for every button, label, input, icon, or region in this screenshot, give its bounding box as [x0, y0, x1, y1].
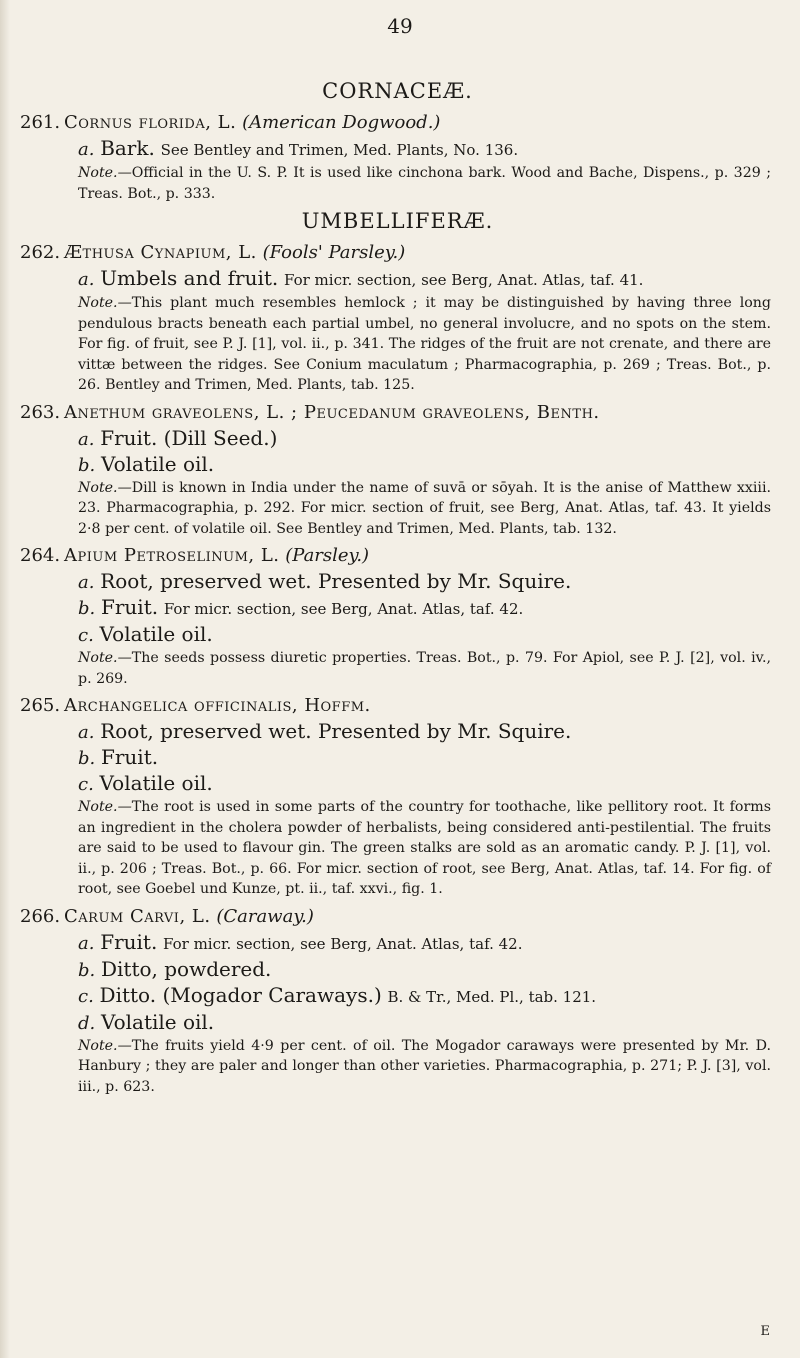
entry-name: Carum Carvi, L. — [64, 905, 211, 927]
entry-common-name: (American Dogwood.) — [242, 112, 441, 133]
entry-heading — [20, 693, 775, 719]
item-reference: See Bentley and Trimen, Med. Plants, No. 136. — [160, 141, 519, 159]
page-spine-shadow — [0, 0, 10, 1358]
entry-name: Archangelica officinalis, Hoffm. — [64, 695, 371, 716]
item-text: Volatile oil. — [100, 1009, 215, 1034]
entry-common-name: (Parsley.) — [285, 545, 370, 566]
section-title: CORNACEÆ. — [322, 79, 473, 103]
entry-number: 263. — [20, 401, 61, 423]
entry-266 — [20, 904, 775, 1098]
item-label: b. — [78, 959, 96, 981]
entry-item — [20, 595, 775, 622]
note-label: Note.— — [78, 1037, 132, 1054]
item-label: a. — [78, 269, 95, 290]
entry-263 — [20, 400, 775, 540]
entry-item — [20, 719, 775, 745]
entry-264 — [20, 543, 775, 689]
item-label: a. — [78, 722, 95, 743]
entry-note — [20, 1036, 775, 1098]
section-title: UMBELLIFERÆ. — [301, 209, 494, 233]
item-text: Ditto, powdered. — [100, 956, 272, 981]
entry-number: 262. — [20, 242, 61, 263]
entry-262 — [20, 240, 775, 396]
entry-heading — [20, 400, 775, 426]
entry-item — [20, 983, 775, 1010]
item-text: Ditto. (Mogador Caraways.) — [99, 982, 382, 1007]
entry-item — [20, 771, 775, 797]
item-text: Fruit. (Dill Seed.) — [100, 425, 278, 450]
item-label: a. — [78, 572, 95, 593]
entry-note — [20, 648, 775, 689]
note-text: The seeds possess diuretic properties. Treas. Bot., p. 79. For Apiol, see P. J. [2], vol. iv., p. 269. — [78, 650, 771, 687]
item-reference: For micr. section, see Berg, Anat. Atlas, taf. 42. — [163, 934, 523, 953]
item-text: Volatile oil. — [99, 771, 213, 795]
entry-note — [20, 478, 775, 540]
note-label: Note.— — [78, 165, 132, 181]
item-label: a. — [78, 428, 95, 450]
item-label: b. — [78, 748, 96, 769]
page-content — [20, 78, 775, 1101]
entry-number: 265. — [20, 695, 61, 716]
entry-item — [20, 957, 775, 983]
entry-note — [20, 293, 775, 396]
item-label: b. — [78, 454, 96, 476]
item-label: a. — [78, 139, 95, 160]
entry-number: 261. — [20, 112, 61, 133]
entry-heading — [20, 904, 775, 930]
item-text: Root, preserved wet. Presented by Mr. Squire. — [100, 719, 572, 743]
entry-item — [20, 452, 775, 478]
entry-item — [20, 426, 775, 452]
entry-number: 264. — [20, 545, 61, 566]
entry-item — [20, 745, 775, 771]
item-text: Fruit. — [100, 929, 158, 954]
entry-name: Apium Petroselinum, L. — [64, 545, 280, 566]
note-text: The fruits yield 4·9 per cent. of oil. The Mogador caraways were presented by Mr. D. Hanbury ; they are paler and longer than other varieties. Pharmacographia, p. 271; P. J. [3], vol. iii., p. 623. — [78, 1037, 771, 1095]
note-text: This plant much resembles hemlock ; it may be distinguished by having three long pendulous bracts beneath each partial umbel, no general involucre, and no spots on the stem. For fig. of fruit, see P. J. [1], vol. ii., p. 341. The ridges of the fruit are not crenate, and there are vittæ between the ridges. See Conium maculatum ; Pharmacographia, p. 269 ; Treas. Bot., p. 26. Bentley and Trimen, Med. Plants, tab. 125. — [78, 295, 771, 393]
entry-item — [20, 266, 775, 293]
entry-261 — [20, 110, 775, 204]
item-label: c. — [78, 774, 94, 795]
item-reference: B. & Tr., Med. Pl., tab. 121. — [387, 987, 597, 1006]
entry-item — [20, 622, 775, 648]
entry-name: Æthusa Cynapium, L. — [64, 242, 257, 263]
item-text: Root, preserved wet. Presented by Mr. Squire. — [100, 569, 572, 593]
item-label: b. — [78, 598, 96, 619]
entry-heading — [20, 543, 775, 569]
note-label: Note.— — [78, 295, 132, 311]
item-text: Fruit. — [100, 595, 159, 619]
entry-item — [20, 136, 775, 163]
entry-note — [20, 797, 775, 900]
item-label: d. — [78, 1012, 96, 1034]
item-text: Volatile oil. — [99, 622, 213, 646]
entry-heading — [20, 110, 775, 136]
note-label: Note.— — [78, 479, 132, 496]
signature-mark: E — [760, 1324, 770, 1339]
entry-item — [20, 569, 775, 595]
item-reference: For micr. section, see Berg, Anat. Atlas, taf. 42. — [163, 600, 524, 618]
entry-name: Cornus florida, L. — [64, 112, 237, 133]
note-text: Official in the U. S. P. It is used like cinchona bark. Wood and Bache, Dispens., p. 329 ; Treas. Bot., p. 333. — [78, 165, 771, 202]
item-text: Fruit. — [100, 745, 159, 769]
item-reference: For micr. section, see Berg, Anat. Atlas, taf. 41. — [284, 271, 644, 289]
item-text: Volatile oil. — [100, 451, 215, 476]
item-label: a. — [78, 932, 95, 954]
entry-265 — [20, 693, 775, 900]
item-label: c. — [78, 985, 94, 1007]
entry-name: Anethum graveolens, L. ; Peucedanum graveolens, Benth. — [64, 401, 600, 423]
entry-item — [20, 1010, 775, 1036]
entry-heading — [20, 240, 775, 266]
item-label: c. — [78, 625, 94, 646]
page-number: 49 — [387, 14, 413, 38]
entry-common-name: (Fools' Parsley.) — [262, 242, 406, 263]
item-text: Bark. — [100, 136, 155, 160]
item-text: Umbels and fruit. — [100, 266, 279, 290]
note-label: Note.— — [78, 650, 132, 666]
entry-common-name: (Caraway.) — [216, 905, 314, 927]
entry-number: 266. — [20, 905, 61, 927]
note-text: The root is used in some parts of the country for toothache, like pellitory root. It forms an ingredient in the cholera powder of herbalists, being considered anti-pestilential. The fruits are said to be used to flavour gin. The green stalks are sold as an aromatic candy. P. J. [1], vol. ii., p. 206 ; Treas. Bot., p. 66. For micr. section of root, see Berg, Anat. Atlas, taf. 14. For fig. of root, see Goebel und Kunze, pt. ii., taf. xxvi., fig. 1. — [78, 799, 771, 897]
entry-note — [20, 163, 775, 204]
note-label: Note.— — [78, 799, 132, 815]
note-text: Dill is known in India under the name of suvā or sōyah. It is the anise of Matthew xxiii. 23. Pharmacographia, p. 292. For micr. section of fruit, see Berg, Anat. Atlas, taf. 43. It yields 2·8 per cent. of volatile oil. See Bentley and Trimen, Med. Plants, tab. 132. — [78, 479, 771, 537]
entry-item — [20, 930, 775, 957]
